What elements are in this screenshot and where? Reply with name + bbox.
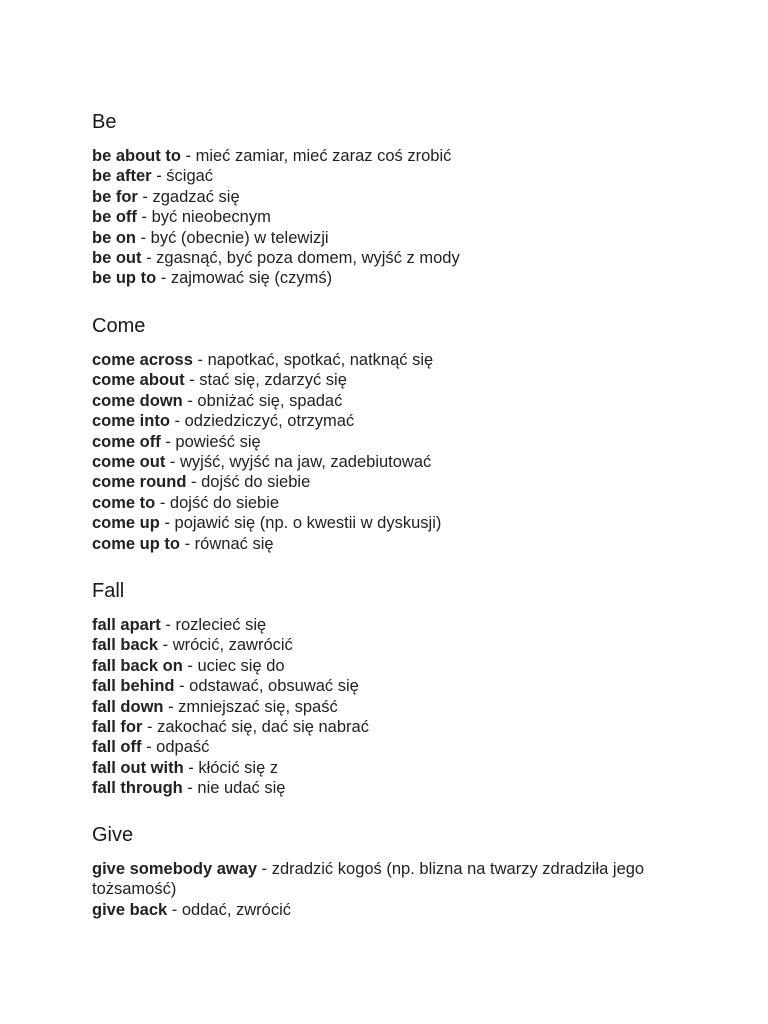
definition: - wrócić, zawrócić bbox=[158, 636, 293, 655]
list-item bbox=[92, 697, 712, 717]
phrasal-verb: fall behind bbox=[92, 677, 175, 696]
list-item bbox=[92, 737, 712, 757]
list-item bbox=[92, 166, 712, 186]
entry-list bbox=[92, 350, 712, 554]
phrasal-verb: fall through bbox=[92, 779, 183, 798]
section-title: Be bbox=[92, 111, 117, 133]
phrasal-verb: fall out with bbox=[92, 758, 184, 777]
phrasal-verb: be about to bbox=[92, 147, 181, 165]
list-item bbox=[92, 370, 712, 390]
list-item bbox=[92, 187, 712, 207]
phrasal-verb: come about bbox=[92, 371, 185, 390]
phrasal-verb: fall down bbox=[92, 697, 164, 716]
definition: - zgadzać się bbox=[137, 187, 240, 206]
list-item bbox=[92, 268, 712, 288]
phrasal-verb: come out bbox=[92, 453, 166, 472]
entry-list bbox=[92, 615, 712, 799]
section-be bbox=[92, 108, 712, 312]
phrasal-verb: fall off bbox=[92, 738, 142, 757]
list-item bbox=[92, 534, 712, 554]
definition: - ścigać bbox=[151, 167, 214, 186]
definition: - odpaść bbox=[141, 738, 210, 757]
list-item bbox=[92, 900, 712, 920]
phrasal-verb: fall apart bbox=[92, 616, 161, 634]
phrasal-verb: come across bbox=[92, 351, 193, 369]
phrasal-verb: give back bbox=[92, 900, 168, 919]
list-item bbox=[92, 676, 712, 696]
definition: - odziedziczyć, otrzymać bbox=[169, 412, 355, 431]
phrasal-verb: be off bbox=[92, 208, 137, 227]
definition: - powieść się bbox=[160, 432, 261, 451]
definition: - zmniejszać się, spaść bbox=[163, 697, 338, 716]
list-item bbox=[92, 248, 712, 268]
definition: - zgasnąć, być poza domem, wyjść z mody bbox=[141, 249, 460, 268]
document-page bbox=[92, 108, 712, 920]
list-item bbox=[92, 350, 712, 370]
definition: - być nieobecnym bbox=[136, 208, 271, 227]
phrasal-verb: fall back on bbox=[92, 656, 183, 675]
list-item bbox=[92, 513, 712, 533]
phrasal-verb: come up bbox=[92, 514, 160, 533]
definition: - zajmować się (czymś) bbox=[156, 269, 333, 288]
phrasal-verb: be on bbox=[92, 228, 136, 247]
section-give bbox=[92, 821, 712, 920]
phrasal-verb: give somebody away bbox=[92, 860, 258, 878]
list-item bbox=[92, 778, 712, 798]
phrasal-verb: come round bbox=[92, 473, 187, 492]
definition: - równać się bbox=[180, 534, 274, 553]
phrasal-verb: fall back bbox=[92, 636, 159, 655]
definition: - mieć zamiar, mieć zaraz coś zrobić bbox=[180, 147, 452, 165]
list-item bbox=[92, 656, 712, 676]
definition: - dojść do siebie bbox=[186, 473, 311, 492]
section-title: Come bbox=[92, 315, 146, 337]
list-item bbox=[92, 493, 712, 513]
definition: - obniżać się, spadać bbox=[182, 391, 343, 410]
definition: - dojść do siebie bbox=[155, 493, 280, 512]
section-fall bbox=[92, 577, 712, 821]
entry-list bbox=[92, 146, 712, 289]
definition: - być (obecnie) w telewizji bbox=[136, 228, 329, 247]
phrasal-verb: be out bbox=[92, 249, 142, 268]
list-item bbox=[92, 717, 712, 737]
list-item bbox=[92, 472, 712, 492]
list-item bbox=[92, 452, 712, 472]
list-item bbox=[92, 432, 712, 452]
list-item bbox=[92, 146, 712, 166]
definition: - zakochać się, dać się nabrać bbox=[142, 718, 369, 737]
section-title: Fall bbox=[92, 580, 125, 602]
definition: - odstawać, obsuwać się bbox=[174, 677, 359, 696]
section-come bbox=[92, 312, 712, 577]
definition: - stać się, zdarzyć się bbox=[184, 371, 347, 390]
list-item bbox=[92, 411, 712, 431]
definition: - pojawić się (np. o kwestii w dyskusji) bbox=[159, 514, 442, 533]
phrasal-verb: come up to bbox=[92, 534, 181, 553]
definition: - oddać, zwrócić bbox=[167, 900, 292, 919]
phrasal-verb: come off bbox=[92, 432, 161, 451]
definition: - uciec się do bbox=[182, 656, 285, 675]
list-item bbox=[92, 758, 712, 778]
list-item bbox=[92, 615, 712, 635]
definition: - zdradzić kogoś (np. blizna na twarzy zdradziła jego tożsamość) bbox=[92, 860, 645, 899]
phrasal-verb: come into bbox=[92, 412, 170, 431]
list-item bbox=[92, 391, 712, 411]
list-item bbox=[92, 207, 712, 227]
phrasal-verb: be for bbox=[92, 187, 138, 206]
phrasal-verb: come to bbox=[92, 493, 156, 512]
phrasal-verb: come down bbox=[92, 391, 183, 410]
phrasal-verb: be up to bbox=[92, 269, 157, 288]
definition: - kłócić się z bbox=[183, 758, 279, 777]
definition: - wyjść, wyjść na jaw, zadebiutować bbox=[165, 453, 432, 472]
phrasal-verb: fall for bbox=[92, 718, 143, 737]
phrasal-verb: be after bbox=[92, 167, 152, 186]
entry-list bbox=[92, 859, 712, 920]
section-title: Give bbox=[92, 824, 134, 846]
definition: - nie udać się bbox=[182, 779, 286, 798]
definition: - rozlecieć się bbox=[160, 616, 267, 634]
list-item bbox=[92, 635, 712, 655]
definition: - napotkać, spotkać, natknąć się bbox=[192, 351, 434, 369]
list-item bbox=[92, 859, 712, 900]
list-item bbox=[92, 228, 712, 248]
